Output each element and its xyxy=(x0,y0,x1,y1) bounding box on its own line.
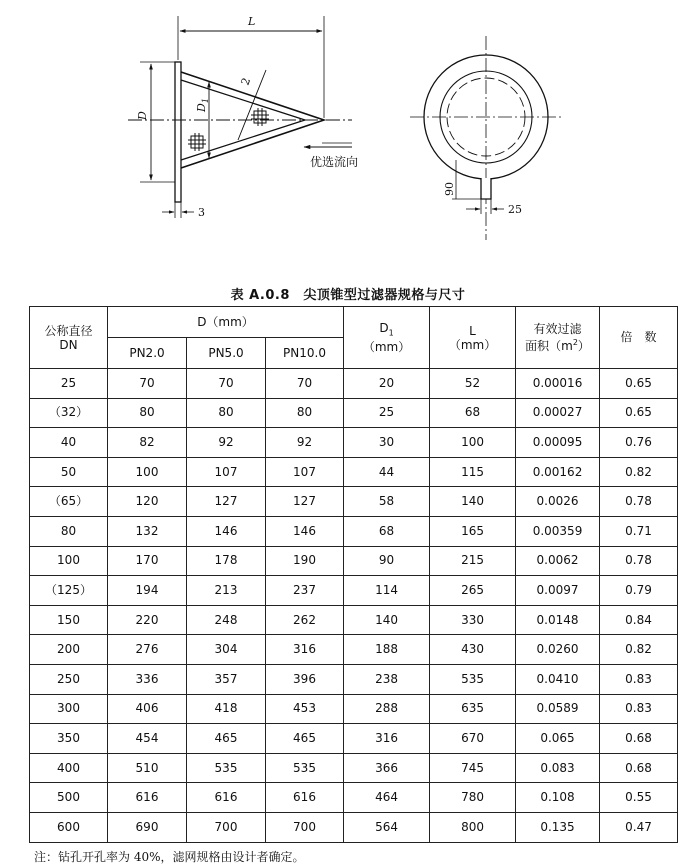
handle-tab xyxy=(481,178,491,199)
table-cell: 237 xyxy=(266,576,344,606)
table-cell: 220 xyxy=(108,605,187,635)
table-cell: 70 xyxy=(108,369,187,399)
table-cell: 465 xyxy=(187,724,266,754)
table-cell: 0.083 xyxy=(516,753,600,783)
table-cell: 146 xyxy=(187,516,266,546)
table-cell: 0.00359 xyxy=(516,516,600,546)
table-cell: 100 xyxy=(30,546,108,576)
table-row xyxy=(30,576,678,606)
table-cell: 194 xyxy=(108,576,187,606)
header-d-group: D（mm） xyxy=(108,307,344,338)
table-body xyxy=(30,369,678,843)
table-cell: 70 xyxy=(187,369,266,399)
table-cell: 70 xyxy=(266,369,344,399)
table-cell: 0.83 xyxy=(600,694,678,724)
label-2: 2 xyxy=(238,76,254,88)
table-cell: 357 xyxy=(187,664,266,694)
table-cell: 80 xyxy=(266,398,344,428)
table-cell: 430 xyxy=(430,635,516,665)
table-cell: 80 xyxy=(187,398,266,428)
table-cell: 150 xyxy=(30,605,108,635)
table-cell: 406 xyxy=(108,694,187,724)
table-cell: 0.65 xyxy=(600,369,678,399)
side-view xyxy=(128,16,352,218)
table-cell: 316 xyxy=(266,635,344,665)
table-cell: 0.00162 xyxy=(516,457,600,487)
table-cell: 140 xyxy=(430,487,516,517)
table-cell: 635 xyxy=(430,694,516,724)
table-cell: 80 xyxy=(30,516,108,546)
table-cell: 0.84 xyxy=(600,605,678,635)
table-row xyxy=(30,783,678,813)
table-cell: 0.0589 xyxy=(516,694,600,724)
table-cell: 30 xyxy=(344,428,430,458)
table-cell: 146 xyxy=(266,516,344,546)
table-cell: 25 xyxy=(30,369,108,399)
table-cell: 92 xyxy=(187,428,266,458)
table-cell: 0.55 xyxy=(600,783,678,813)
table-cell: 44 xyxy=(344,457,430,487)
table-cell: 114 xyxy=(344,576,430,606)
table-row xyxy=(30,546,678,576)
table-cell: 25 xyxy=(344,398,430,428)
table-cell: 418 xyxy=(187,694,266,724)
table-cell: 80 xyxy=(108,398,187,428)
table-cell: 0.0260 xyxy=(516,635,600,665)
table-row xyxy=(30,398,678,428)
table-cell: 464 xyxy=(344,783,430,813)
table-cell: 700 xyxy=(187,812,266,842)
table-cell: 0.68 xyxy=(600,753,678,783)
table-cell: 670 xyxy=(430,724,516,754)
table-cell: 366 xyxy=(344,753,430,783)
table-cell: 276 xyxy=(108,635,187,665)
table-cell: 780 xyxy=(430,783,516,813)
header-ratio: 倍 数 xyxy=(600,307,678,369)
table-cell: 132 xyxy=(108,516,187,546)
table-cell: 0.108 xyxy=(516,783,600,813)
label-D1: $D_1$ xyxy=(195,98,210,112)
table-cell: 20 xyxy=(344,369,430,399)
table-cell: 215 xyxy=(430,546,516,576)
label-flow: 优选流向 xyxy=(310,155,359,169)
table-cell: 304 xyxy=(187,635,266,665)
table-cell: 107 xyxy=(266,457,344,487)
table-cell: 800 xyxy=(430,812,516,842)
table-cell: 350 xyxy=(30,724,108,754)
table-cell: 140 xyxy=(344,605,430,635)
table-cell: 248 xyxy=(187,605,266,635)
table-cell: 40 xyxy=(30,428,108,458)
table-cell: 616 xyxy=(187,783,266,813)
table-cell: 0.68 xyxy=(600,724,678,754)
spec-table xyxy=(29,306,678,843)
table-cell: 178 xyxy=(187,546,266,576)
table-cell: 535 xyxy=(430,664,516,694)
label-90: 90 xyxy=(443,182,456,196)
table-cell: 127 xyxy=(266,487,344,517)
table-row xyxy=(30,428,678,458)
table-cell: 453 xyxy=(266,694,344,724)
table-cell: 92 xyxy=(266,428,344,458)
table-cell: 616 xyxy=(108,783,187,813)
table-cell: 500 xyxy=(30,783,108,813)
table-cell: 0.76 xyxy=(600,428,678,458)
table-cell: 107 xyxy=(187,457,266,487)
table-cell: 115 xyxy=(430,457,516,487)
table-cell: 0.79 xyxy=(600,576,678,606)
table-cell: 0.00027 xyxy=(516,398,600,428)
table-cell: 616 xyxy=(266,783,344,813)
table-cell: 265 xyxy=(430,576,516,606)
end-view xyxy=(410,36,562,240)
table-cell: 170 xyxy=(108,546,187,576)
table-cell: 238 xyxy=(344,664,430,694)
table-cell: 0.82 xyxy=(600,457,678,487)
table-cell: 0.83 xyxy=(600,664,678,694)
table-cell: 58 xyxy=(344,487,430,517)
table-cell: 0.78 xyxy=(600,546,678,576)
footnote: 注：钻孔开孔率为 40%，滤网规格由设计者确定。 xyxy=(34,850,305,864)
table-cell: 82 xyxy=(108,428,187,458)
filter-technical-drawing xyxy=(0,0,696,270)
table-cell: 0.0026 xyxy=(516,487,600,517)
label-3: 3 xyxy=(198,206,205,219)
table-row xyxy=(30,812,678,842)
table-cell: 535 xyxy=(187,753,266,783)
table-cell: 213 xyxy=(187,576,266,606)
table-cell: 0.71 xyxy=(600,516,678,546)
table-cell: 330 xyxy=(430,605,516,635)
table-cell: 0.00095 xyxy=(516,428,600,458)
table-cell: 745 xyxy=(430,753,516,783)
table-row xyxy=(30,516,678,546)
table-cell: 336 xyxy=(108,664,187,694)
label-25: 25 xyxy=(508,203,522,216)
table-cell: 0.065 xyxy=(516,724,600,754)
table-cell: 0.65 xyxy=(600,398,678,428)
header-l: L （mm） xyxy=(430,307,516,369)
table-row xyxy=(30,487,678,517)
table-row xyxy=(30,369,678,399)
table-cell: 68 xyxy=(344,516,430,546)
table-caption: 表 A.0.8 尖顶锥型过滤器规格与尺寸 xyxy=(230,288,466,303)
table-cell: 165 xyxy=(430,516,516,546)
table-row xyxy=(30,664,678,694)
table-cell: 0.78 xyxy=(600,487,678,517)
table-cell: 188 xyxy=(344,635,430,665)
table-cell: 0.00016 xyxy=(516,369,600,399)
table-cell: 0.0410 xyxy=(516,664,600,694)
header-pn50: PN5.0 xyxy=(187,338,266,369)
table-cell: 396 xyxy=(266,664,344,694)
table-row xyxy=(30,724,678,754)
table-cell: 564 xyxy=(344,812,430,842)
table-cell: 127 xyxy=(187,487,266,517)
table-cell: 100 xyxy=(430,428,516,458)
table-cell: 0.0062 xyxy=(516,546,600,576)
table-row xyxy=(30,635,678,665)
table-cell: 535 xyxy=(266,753,344,783)
table-cell: 68 xyxy=(430,398,516,428)
table-cell: 120 xyxy=(108,487,187,517)
table-cell: 0.135 xyxy=(516,812,600,842)
header-pn100: PN10.0 xyxy=(266,338,344,369)
table-cell: 400 xyxy=(30,753,108,783)
table-cell: 690 xyxy=(108,812,187,842)
flange xyxy=(175,62,181,202)
table-cell: 0.47 xyxy=(600,812,678,842)
table-cell: 300 xyxy=(30,694,108,724)
table-cell: 0.0148 xyxy=(516,605,600,635)
table-cell: 0.82 xyxy=(600,635,678,665)
table-row xyxy=(30,694,678,724)
header-area: 有效过滤 面积$(m^2)$ xyxy=(516,307,600,369)
table-cell: （65） xyxy=(30,487,108,517)
table-cell: 454 xyxy=(108,724,187,754)
table-cell: 510 xyxy=(108,753,187,783)
table-cell: 52 xyxy=(430,369,516,399)
table-cell: 465 xyxy=(266,724,344,754)
table-cell: 600 xyxy=(30,812,108,842)
table-cell: 316 xyxy=(344,724,430,754)
table-row xyxy=(30,753,678,783)
table-row xyxy=(30,605,678,635)
table-cell: 250 xyxy=(30,664,108,694)
table-cell: 50 xyxy=(30,457,108,487)
table-cell: 190 xyxy=(266,546,344,576)
table-cell: 262 xyxy=(266,605,344,635)
table-cell: 700 xyxy=(266,812,344,842)
label-D: D xyxy=(136,111,149,120)
table-cell: 100 xyxy=(108,457,187,487)
table-row xyxy=(30,457,678,487)
label-L: L xyxy=(248,15,256,28)
table-cell: （32） xyxy=(30,398,108,428)
table-cell: （125） xyxy=(30,576,108,606)
header-d1: $D_1$ （mm） xyxy=(344,307,430,369)
table-cell: 288 xyxy=(344,694,430,724)
table-cell: 90 xyxy=(344,546,430,576)
table-cell: 0.0097 xyxy=(516,576,600,606)
table-cell: 200 xyxy=(30,635,108,665)
header-pn20: PN2.0 xyxy=(108,338,187,369)
header-dn: 公称直径 DN xyxy=(30,307,108,369)
